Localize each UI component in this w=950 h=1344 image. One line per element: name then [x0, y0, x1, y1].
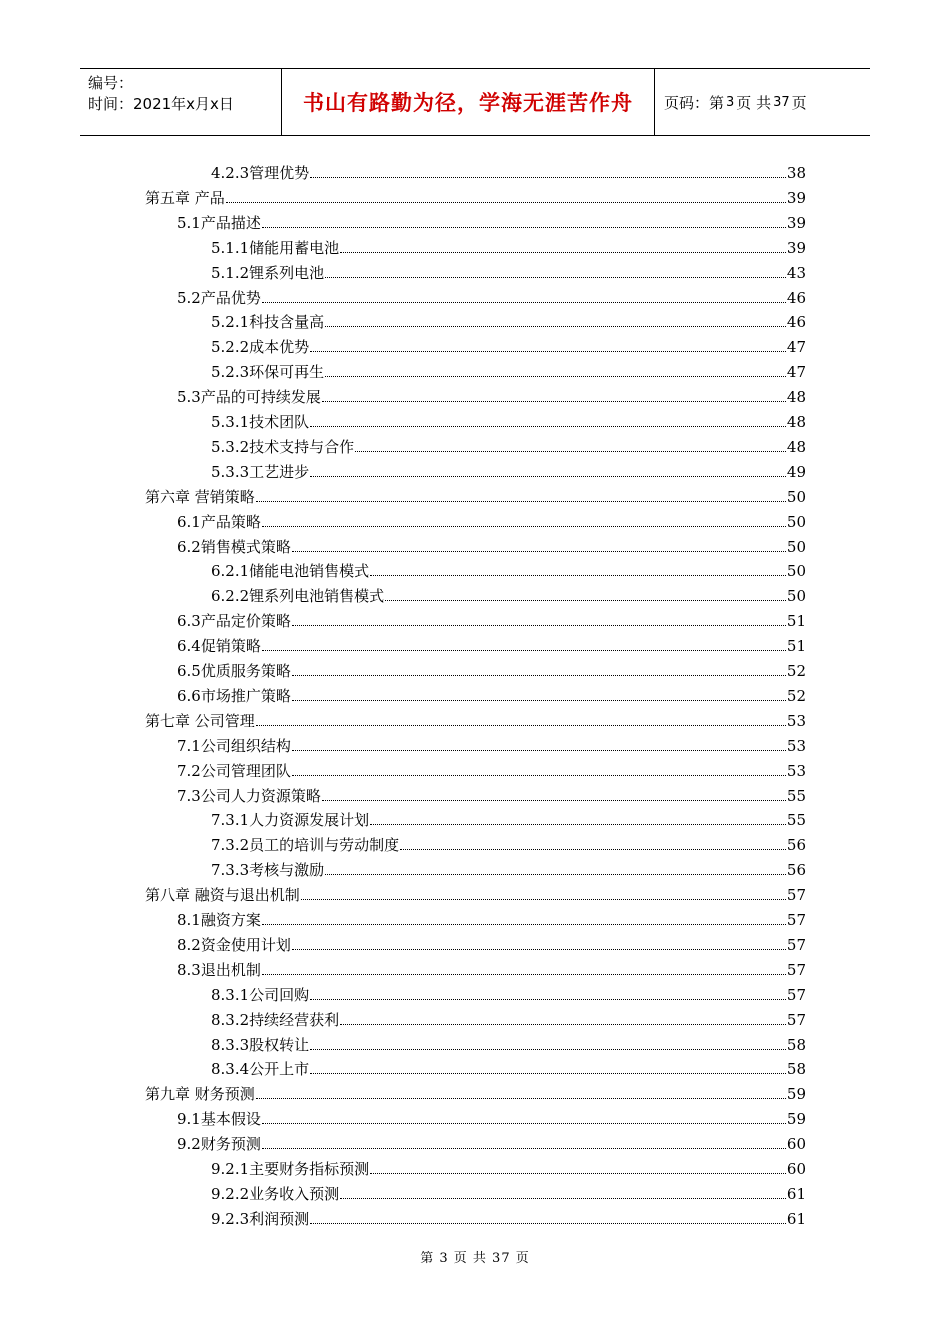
toc-entry-page: 48 [786, 388, 806, 407]
toc-entry[interactable] [211, 332, 806, 357]
toc-entry-page: 39 [786, 213, 806, 232]
toc-dot-leader [292, 625, 786, 626]
toc-entry-page: 46 [786, 288, 806, 307]
toc-entry[interactable] [145, 482, 806, 507]
toc-entry[interactable] [211, 805, 806, 830]
toc-entry-title: 6.1产品策略 [177, 512, 261, 531]
toc-dot-leader [400, 849, 786, 850]
page-header [80, 68, 870, 136]
toc-entry-title: 8.1融资方案 [177, 911, 261, 929]
toc-entry[interactable] [177, 283, 806, 308]
toc-dot-leader [262, 974, 786, 975]
toc-dot-leader [292, 700, 786, 701]
toc-dot-leader [325, 277, 786, 278]
toc-entry[interactable] [211, 158, 806, 183]
toc-dot-leader [310, 426, 786, 427]
toc-entry-page: 50 [786, 587, 806, 606]
toc-dot-leader [310, 1223, 786, 1224]
toc-entry-title: 第六章 营销策略 [145, 487, 255, 506]
toc-entry[interactable] [211, 432, 806, 457]
toc-entry-page: 57 [786, 935, 806, 954]
toc-entry[interactable] [211, 1204, 806, 1229]
toc-entry-title: 5.1.1储能用蓄电池 [211, 238, 340, 257]
toc-entry[interactable] [211, 457, 806, 482]
toc-entry[interactable] [211, 357, 806, 382]
toc-entry[interactable] [145, 706, 806, 731]
toc-dot-leader [310, 1049, 786, 1050]
toc-entry-page: 38 [786, 164, 806, 182]
page-current: 3 [726, 94, 735, 110]
toc-entry-page: 61 [786, 1209, 806, 1228]
toc-dot-leader [385, 600, 786, 601]
toc-entry-page: 49 [786, 462, 806, 481]
toc-entry-title: 7.3.1人力资源发展计划 [211, 811, 370, 830]
toc-dot-leader [292, 675, 786, 676]
toc-entry-title: 8.3.3股权转让 [211, 1035, 310, 1054]
toc-entry[interactable] [145, 1079, 806, 1104]
toc-dot-leader [262, 650, 786, 651]
toc-entry-title: 5.2产品优势 [177, 288, 261, 307]
toc-dot-leader [310, 476, 786, 477]
header-motto: 书山有路勤为径，学海无涯苦作舟 [303, 91, 633, 115]
toc-entry[interactable] [211, 556, 806, 581]
toc-entry[interactable] [145, 183, 806, 208]
toc-entry-title: 第八章 融资与退出机制 [145, 886, 300, 905]
toc-dot-leader [370, 824, 786, 825]
toc-entry-title: 8.3.2持续经营获利 [211, 1010, 340, 1029]
toc-entry-page: 56 [786, 861, 806, 880]
toc-entry[interactable] [211, 1154, 806, 1179]
toc-dot-leader [340, 1198, 786, 1199]
toc-entry-page: 55 [786, 786, 806, 805]
toc-entry-page: 50 [786, 487, 806, 506]
toc-entry-page: 59 [786, 1110, 806, 1129]
toc-dot-leader [301, 899, 786, 900]
toc-entry[interactable] [211, 1179, 806, 1204]
toc-entry-title: 第七章 公司管理 [145, 711, 255, 730]
toc-entry[interactable] [211, 980, 806, 1005]
toc-entry-page: 47 [786, 363, 806, 382]
toc-dot-leader [262, 1123, 786, 1124]
toc-entry[interactable] [145, 880, 806, 905]
toc-entry[interactable] [211, 830, 806, 855]
toc-entry-page: 46 [786, 313, 806, 332]
toc-dot-leader [325, 874, 786, 875]
toc-entry[interactable] [177, 930, 806, 955]
header-page-cell [655, 69, 870, 135]
toc-dot-leader [292, 551, 786, 552]
toc-dot-leader [340, 252, 786, 253]
toc-entry[interactable] [177, 631, 806, 656]
toc-entry-title: 5.2.3环保可再生 [211, 363, 325, 382]
toc-entry-page: 53 [786, 711, 806, 730]
toc-entry-title: 9.2.2业务收入预测 [211, 1184, 340, 1203]
toc-entry-title: 7.2公司管理团队 [177, 761, 291, 780]
toc-entry-title: 5.3.1技术团队 [211, 413, 310, 431]
toc-entry-title: 5.3.2技术支持与合作 [211, 437, 355, 456]
toc-entry-page: 57 [786, 1010, 806, 1029]
toc-entry-page: 56 [786, 836, 806, 855]
toc-entry-page: 58 [786, 1035, 806, 1054]
toc-entry[interactable] [177, 681, 806, 706]
toc-entry-title: 5.1.2锂系列电池 [211, 263, 325, 282]
page-prefix: 页码：第 [664, 93, 725, 112]
document-date-label: 时间：2021年x月x日 [88, 95, 234, 113]
page-suffix: 页 [791, 93, 807, 112]
toc-entry-page: 59 [786, 1085, 806, 1104]
toc-dot-leader [325, 376, 786, 377]
toc-dot-leader [256, 725, 786, 726]
toc-entry-title: 5.3.3工艺进步 [211, 462, 310, 481]
toc-entry-page: 57 [786, 886, 806, 905]
toc-dot-leader [292, 750, 786, 751]
toc-dot-leader [310, 177, 786, 178]
toc-entry-page: 53 [786, 761, 806, 780]
toc-entry-page: 50 [786, 562, 806, 581]
toc-entry[interactable] [177, 731, 806, 756]
toc-entry[interactable] [211, 1005, 806, 1030]
toc-entry-title: 5.1产品描述 [177, 213, 261, 232]
header-motto-cell [282, 69, 655, 135]
toc-entry-title: 8.2资金使用计划 [177, 935, 291, 954]
toc-entry-title: 9.2财务预测 [177, 1135, 261, 1154]
toc-entry-title: 6.2.1储能电池销售模式 [211, 562, 370, 581]
toc-entry-title: 8.3.1公司回购 [211, 985, 310, 1004]
toc-dot-leader [226, 202, 786, 203]
toc-entry[interactable] [211, 1054, 806, 1079]
toc-entry-title: 6.4促销策略 [177, 637, 261, 656]
toc-entry-title: 7.3.3考核与激励 [211, 861, 325, 880]
toc-entry-page: 48 [786, 437, 806, 456]
toc-entry[interactable] [211, 855, 806, 880]
toc-entry[interactable] [177, 507, 806, 532]
toc-dot-leader [340, 1024, 786, 1025]
toc-entry-title: 9.1基本假设 [177, 1110, 261, 1129]
toc-dot-leader [292, 775, 786, 776]
toc-entry-page: 47 [786, 338, 806, 357]
toc-entry-page: 53 [786, 736, 806, 755]
toc-entry-title: 5.2.2成本优势 [211, 338, 310, 357]
toc-entry-title: 7.1公司组织结构 [177, 736, 291, 755]
toc-entry-title: 6.2.2锂系列电池销售模式 [211, 587, 385, 606]
toc-entry-title: 4.2.3管理优势 [211, 164, 310, 182]
toc-entry-title: 第五章 产品 [145, 188, 225, 207]
toc-entry-title: 8.3.4公开上市 [211, 1060, 310, 1079]
header-meta-cell [80, 69, 282, 135]
toc-entry[interactable] [211, 233, 806, 258]
toc-entry-title: 7.3.2员工的培训与劳动制度 [211, 836, 400, 855]
toc-entry-title: 6.6市场推广策略 [177, 686, 291, 705]
toc-entry[interactable] [177, 955, 806, 980]
toc-entry[interactable] [211, 581, 806, 606]
page-total: 37 [773, 94, 790, 110]
toc-entry-page: 52 [786, 686, 806, 705]
toc-entry-page: 57 [786, 960, 806, 979]
toc-dot-leader [292, 949, 786, 950]
toc-entry-page: 39 [786, 238, 806, 257]
toc-dot-leader [310, 999, 786, 1000]
toc-entry[interactable] [177, 532, 806, 557]
toc-entry-page: 55 [786, 811, 806, 830]
toc-entry-title: 6.2销售模式策略 [177, 537, 291, 556]
toc-entry-page: 52 [786, 662, 806, 680]
toc-entry-page: 51 [786, 637, 806, 656]
toc-entry-page: 60 [786, 1160, 806, 1178]
document-number-label: 编号： [88, 74, 134, 92]
toc-entry-page: 50 [786, 512, 806, 531]
toc-entry[interactable] [177, 1104, 806, 1129]
toc-entry-page: 50 [786, 537, 806, 556]
toc-dot-leader [310, 351, 786, 352]
toc-entry-title: 6.5优质服务策略 [177, 662, 291, 680]
toc-entry-title: 5.2.1科技含量高 [211, 313, 325, 332]
toc-entry-page: 39 [786, 188, 806, 207]
toc-entry-page: 51 [786, 612, 806, 631]
toc-entry[interactable] [211, 407, 806, 432]
toc-entry[interactable] [211, 1030, 806, 1055]
toc-entry-title: 6.3产品定价策略 [177, 612, 291, 631]
toc-dot-leader [322, 401, 786, 402]
toc-entry[interactable] [177, 382, 806, 407]
toc-entry-page: 61 [786, 1184, 806, 1203]
toc-entry-title: 第九章 财务预测 [145, 1085, 255, 1104]
toc-dot-leader [262, 924, 786, 925]
toc-entry[interactable] [177, 208, 806, 233]
toc-dot-leader [262, 227, 786, 228]
toc-dot-leader [322, 800, 786, 801]
toc-entry-title: 8.3退出机制 [177, 960, 261, 979]
toc-entry[interactable] [177, 756, 806, 781]
toc-dot-leader [262, 302, 786, 303]
toc-dot-leader [262, 526, 786, 527]
toc-entry[interactable] [211, 258, 806, 283]
toc-entry[interactable] [177, 781, 806, 806]
toc-entry-title: 7.3公司人力资源策略 [177, 786, 321, 805]
toc-entry-page: 60 [786, 1135, 806, 1154]
toc-entry[interactable] [177, 656, 806, 681]
toc-entry-page: 43 [786, 263, 806, 282]
toc-dot-leader [325, 326, 786, 327]
toc-entry[interactable] [177, 606, 806, 631]
toc-entry[interactable] [177, 905, 806, 930]
toc-dot-leader [355, 451, 786, 452]
toc-dot-leader [256, 1098, 786, 1099]
toc-entry[interactable] [177, 1129, 806, 1154]
toc-entry-page: 48 [786, 413, 806, 431]
toc-entry-title: 9.2.1主要财务指标预测 [211, 1160, 370, 1178]
toc-entry[interactable] [211, 307, 806, 332]
toc-dot-leader [256, 501, 786, 502]
toc-dot-leader [310, 1073, 786, 1074]
toc-dot-leader [370, 575, 786, 576]
toc-entry-page: 57 [786, 911, 806, 929]
toc-dot-leader [370, 1173, 786, 1174]
toc-entry-title: 5.3产品的可持续发展 [177, 388, 321, 407]
toc-dot-leader [262, 1148, 786, 1149]
page-mid: 页 共 [736, 93, 772, 112]
page-footer: 第 3 页 共 37 页 [420, 1251, 530, 1266]
toc-entry-page: 58 [786, 1060, 806, 1079]
toc-entry-page: 57 [786, 985, 806, 1004]
toc-entry-title: 9.2.3利润预测 [211, 1209, 310, 1228]
